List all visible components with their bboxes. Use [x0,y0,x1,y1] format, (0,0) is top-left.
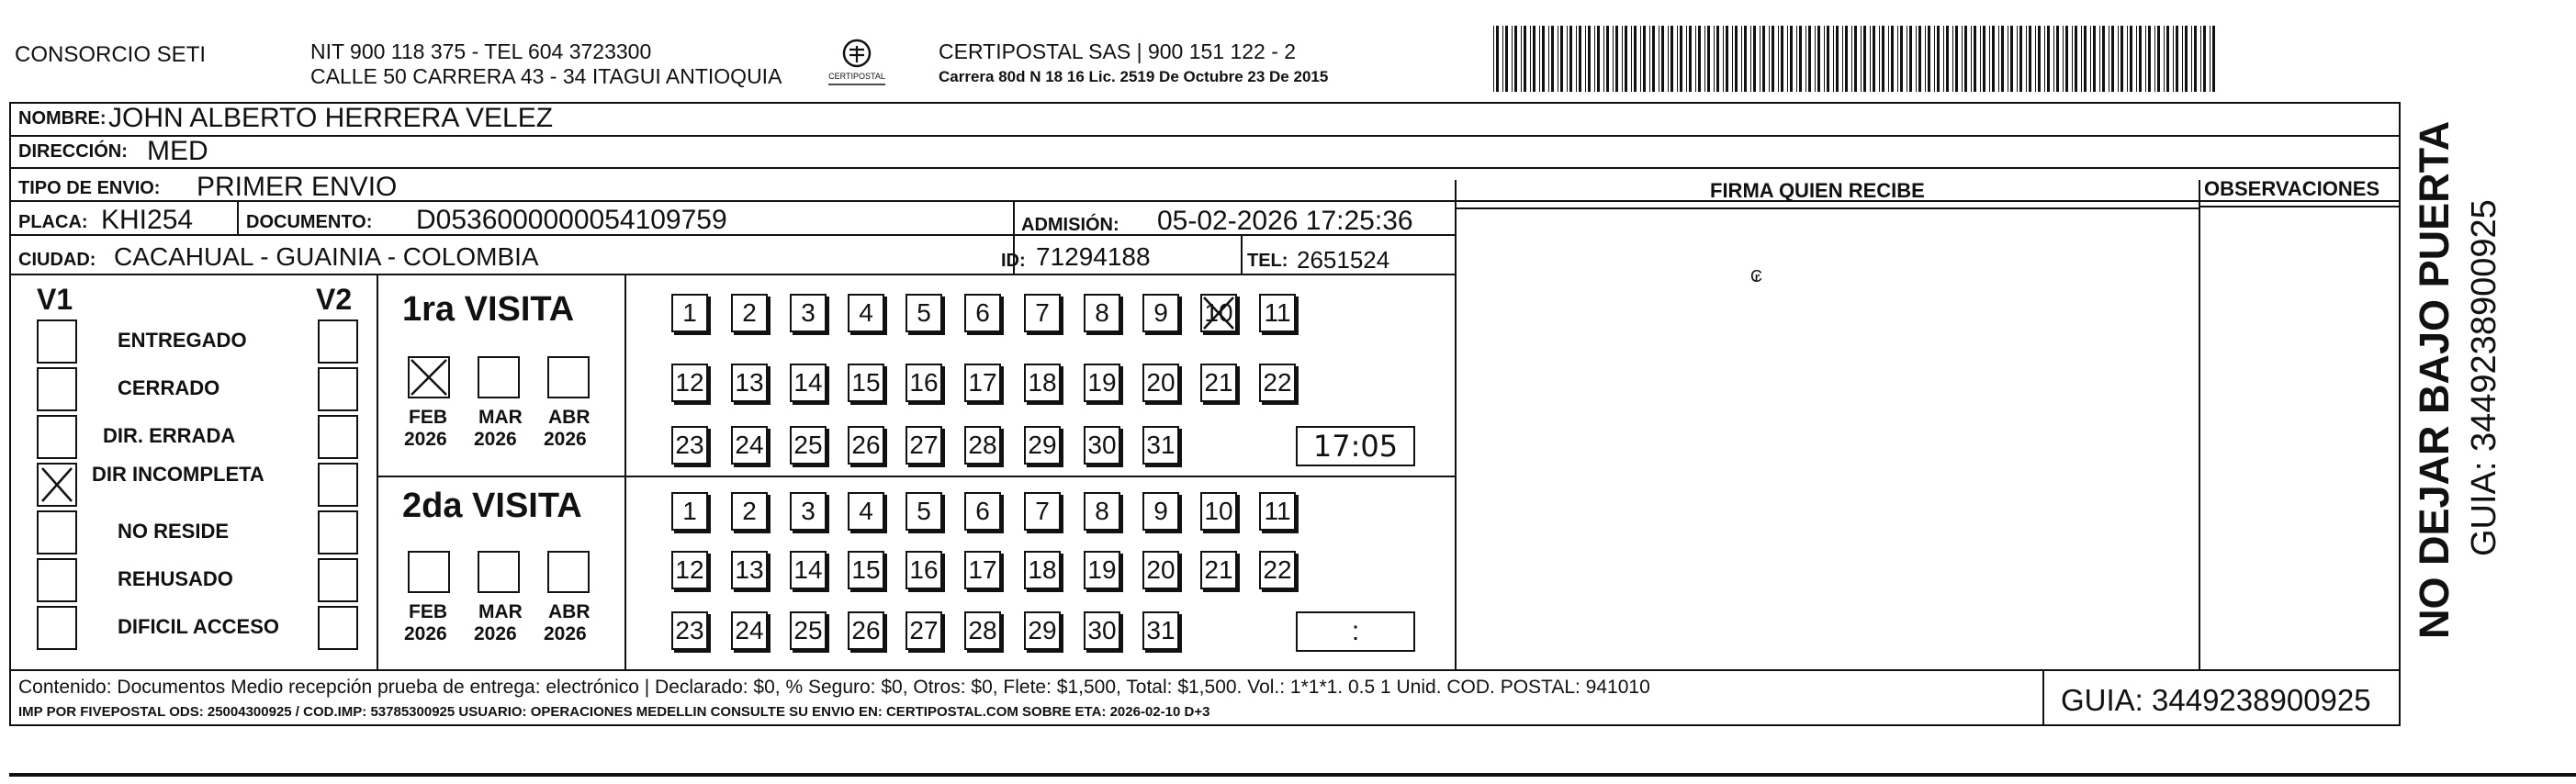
month-year: 2026 [404,623,447,644]
nombre-value: JOHN ALBERTO HERRERA VELEZ [108,103,554,133]
v1-label: V1 [37,283,73,316]
placa-label: PLACA: [18,212,88,232]
carrier-line: CERTIPOSTAL SAS | 900 151 122 - 2 [939,39,1297,63]
barcode-bar [1625,26,1627,92]
day-box[interactable]: 12 [671,551,708,589]
guia-box-text: GUIA: 3449238900925 [2061,683,2371,717]
barcode-bar [1524,26,1526,92]
month-name: MAR [478,407,523,428]
barcode-bar [1502,26,1503,92]
day-box[interactable]: 19 [1084,551,1120,589]
barcode-bar [1585,26,1586,92]
barcode-bar [1542,26,1545,92]
barcode-bar [1971,26,1972,92]
barcode-bar [2182,26,2183,92]
v2-checkbox[interactable] [318,463,358,507]
barcode-bar [1909,26,1912,92]
day-box[interactable]: 26 [848,426,884,465]
barcode-bar [1744,26,1747,92]
barcode-bar [2056,26,2059,92]
certipostal-logo [819,37,894,88]
barcode-bar [1888,26,1889,92]
day-box[interactable]: 31 [1142,611,1179,650]
day-box[interactable]: 11 [1259,492,1296,531]
barcode [1491,26,2217,92]
month-name: ABR [548,601,591,622]
barcode-bar [1548,26,1549,92]
status-option-label: DIR INCOMPLETA [92,463,264,486]
barcode-bar [2063,26,2064,92]
barcode-bar [1873,26,1875,92]
barcode-bar [1514,26,1517,92]
barcode-bar [1845,26,1848,92]
day-box[interactable]: 22 [1259,364,1296,402]
barcode-bar [1652,26,1655,92]
barcode-bar [2044,26,2045,92]
side-guia: GUIA: 3449238900925 [2465,199,2503,556]
documento-label: DOCUMENTO: [246,212,373,232]
barcode-bar [1643,26,1646,92]
status-option-label: NO RESIDE [118,520,230,543]
day-box[interactable]: 16 [906,551,942,589]
status-option-label: ENTREGADO [118,329,247,352]
id-value: 71294188 [1036,242,1151,271]
day-box[interactable]: 19 [1084,364,1120,402]
day-box[interactable]: 25 [790,426,827,465]
cut-line [9,773,2576,777]
barcode-bar [1851,26,1852,92]
month-checkbox[interactable] [547,551,590,593]
barcode-bar [1695,26,1696,92]
barcode-bar [2093,26,2096,92]
barcode-bar [1916,26,1917,92]
day-box[interactable]: 7 [1024,492,1061,531]
day-box[interactable]: 5 [906,492,942,531]
barcode-bar [1778,26,1779,92]
barcode-bar [2200,26,2201,92]
barcode-bar [1649,26,1650,92]
barcode-bar [1955,26,1958,92]
tel-label: TEL: [1247,251,1288,271]
barcode-bar [1732,26,1733,92]
day-box[interactable]: 21 [1200,364,1237,402]
barcode-bar [1817,26,1820,92]
barcode-bar [1861,26,1862,92]
day-box[interactable]: 16 [906,364,942,402]
day-box[interactable]: 2 [731,294,768,332]
barcode-bar [1750,26,1751,92]
day-box[interactable]: 13 [731,364,768,402]
address-line: CALLE 50 CARRERA 43 - 34 ITAGUI ANTIOQUIA [310,64,782,88]
barcode-bar [1530,26,1531,92]
admision-value: 05-02-2026 17:25:36 [1157,206,1413,236]
barcode-bar [1854,26,1857,92]
day-box[interactable]: 23 [671,611,708,650]
day-box[interactable]: 12 [671,364,708,402]
month-year: 2026 [474,623,517,644]
v1-checkbox[interactable] [37,558,77,602]
barcode-bar [1634,26,1637,92]
day-box[interactable]: 20 [1142,364,1179,402]
tipo-envio-label: TIPO DE ENVIO: [18,178,161,198]
barcode-bar [2154,26,2155,92]
v2-label: V2 [316,283,353,316]
barcode-bar [1723,26,1724,92]
barcode-bar [2148,26,2151,92]
barcode-bar [1622,26,1623,92]
barcode-bar [1597,26,1600,92]
day-mark [1200,294,1237,332]
barcode-bar [1588,26,1591,92]
barcode-bar [2194,26,2197,92]
barcode-bar [1735,26,1738,92]
barcode-bar [2191,26,2192,92]
month-name: ABR [548,407,591,428]
day-box[interactable]: 24 [731,426,768,465]
barcode-bar [1707,26,1710,92]
month-checkbox[interactable] [547,356,590,398]
barcode-bar [1992,26,1995,92]
barcode-bar [1799,26,1802,92]
barcode-bar [1900,26,1903,92]
tel-value: 2651524 [1297,246,1390,274]
barcode-bar [1952,26,1953,92]
day-box[interactable]: 25 [790,611,827,650]
barcode-bar [1833,26,1834,92]
direccion-value: MED [147,136,208,166]
barcode-bar [1762,26,1765,92]
v1-checkbox[interactable] [37,510,77,554]
barcode-bar [1879,26,1880,92]
barcode-bar [1962,26,1963,92]
barcode-bar [1946,26,1949,92]
barcode-bar [1594,26,1595,92]
barcode-bar [2212,26,2215,92]
signature-mark: ₢ [1750,267,1762,286]
observaciones-label: OBSERVACIONES [2204,177,2380,200]
day-box[interactable]: 10 [1200,294,1237,332]
barcode-bar [1824,26,1825,92]
day-box[interactable]: 17 [964,551,1001,589]
day-box[interactable]: 26 [848,611,884,650]
barcode-bar [2029,26,2031,92]
barcode-bar [2102,26,2105,92]
barcode-bar [1741,26,1742,92]
day-box[interactable]: 24 [731,611,768,650]
barcode-bar [2017,26,2018,92]
logo-text: CERTIPOSTAL [828,72,885,81]
barcode-bar [1631,26,1632,92]
v2-checkbox[interactable] [318,367,358,411]
barcode-bar [1533,26,1535,92]
day-box[interactable]: 21 [1200,551,1237,589]
barcode-bar [2081,26,2082,92]
barcode-bar [1815,26,1816,92]
barcode-bar [1781,26,1783,92]
admision-label: ADMISIÓN: [1021,215,1119,235]
second-visit-time[interactable]: : [1296,611,1415,652]
barcode-bar [2164,26,2165,92]
barcode-bar [1714,26,1715,92]
day-box[interactable]: 5 [906,294,942,332]
barcode-bar [1842,26,1843,92]
barcode-bar [2120,26,2123,92]
day-box[interactable]: 2 [731,492,768,531]
barcode-bar [1661,26,1664,92]
day-box[interactable]: 27 [906,611,942,650]
barcode-bar [1505,26,1508,92]
barcode-bar [1603,26,1604,92]
barcode-bar [2001,26,2004,92]
barcode-bar [2065,26,2068,92]
v1-checkbox[interactable] [37,367,77,411]
barcode-bar [2072,26,2073,92]
barcode-bar [2084,26,2087,92]
day-box[interactable]: 27 [906,426,942,465]
barcode-bar [1698,26,1701,92]
barcode-bar [1640,26,1641,92]
status-option-label: CERRADO [118,376,220,399]
month-checkbox[interactable] [478,356,520,398]
barcode-bar [1989,26,1990,92]
day-box[interactable]: 10 [1200,492,1237,531]
barcode-bar [2173,26,2174,92]
license-line: Carrera 80d N 18 16 Lic. 2519 De Octubre 23 De 2015 [939,68,1329,85]
barcode-bar [2130,26,2132,92]
barcode-bar [1934,26,1935,92]
barcode-bar [1680,26,1682,92]
barcode-bar [1769,26,1770,92]
v1-checkbox[interactable] [37,606,77,650]
documento-value: D0536000000054109759 [416,205,727,235]
day-box[interactable]: 4 [848,294,884,332]
barcode-bar [1689,26,1692,92]
placa-value: KHI254 [101,205,194,235]
barcode-bar [1998,26,1999,92]
day-box[interactable]: 11 [1259,294,1296,332]
barcode-bar [1606,26,1609,92]
day-box[interactable]: 1 [671,492,708,531]
day-box[interactable]: 9 [1142,294,1179,332]
barcode-bar [1863,26,1866,92]
barcode-bar [1808,26,1811,92]
day-box[interactable]: 14 [790,551,827,589]
barcode-bar [2053,26,2054,92]
barcode-bar [2019,26,2022,92]
barcode-bar [2038,26,2041,92]
barcode-bar [1512,26,1513,92]
direccion-label: DIRECCIÓN: [18,141,128,162]
barcode-bar [1576,26,1577,92]
first-visit-time[interactable]: 17:05 [1296,426,1415,466]
ciudad-label: CIUDAD: [18,250,96,270]
day-box[interactable]: 8 [1084,294,1120,332]
month-year: 2026 [404,429,447,450]
status-option-label: DIFICIL ACCESO [118,615,280,638]
status-option-label: DIR. ERRADA [103,424,236,447]
nombre-label: NOMBRE: [18,108,107,129]
barcode-bar [1686,26,1687,92]
nit-line: NIT 900 118 375 - TEL 604 3723300 [310,39,652,63]
barcode-bar [2099,26,2100,92]
barcode-bar [2127,26,2128,92]
month-year: 2026 [544,429,587,450]
v2-checkbox[interactable] [318,319,358,364]
barcode-bar [1937,26,1940,92]
barcode-bar [2075,26,2077,92]
barcode-bar [1753,26,1756,92]
barcode-bar [1493,26,1494,92]
day-box[interactable]: 31 [1142,426,1179,465]
day-box[interactable]: 30 [1084,426,1120,465]
barcode-bar [2145,26,2146,92]
barcode-bar [2139,26,2142,92]
barcode-bar [2118,26,2119,92]
barcode-bar [1613,26,1614,92]
barcode-bar [1787,26,1788,92]
contenido-text: Contenido: Documentos Medio recepción prueba de entrega: electrónico | Declarado: $0, % Seguro: $0, Otros: $0, Flete: $1,500, Total: $1,500. Vol.: 1*1*1. 0.5 1 Unid. COD. POSTAL: 941010 [18,677,1650,698]
day-box[interactable]: 6 [964,492,1001,531]
day-box[interactable]: 29 [1024,426,1061,465]
barcode-bar [1772,26,1774,92]
month-name: MAR [478,601,523,622]
barcode-bar [1704,26,1705,92]
v2-checkbox[interactable] [318,415,358,459]
v1-checkbox[interactable] [37,319,77,364]
barcode-bar [1943,26,1944,92]
day-box[interactable]: 23 [671,426,708,465]
day-box[interactable]: 3 [790,294,827,332]
v2-checkbox[interactable] [318,606,358,650]
day-box[interactable]: 4 [848,492,884,531]
day-box[interactable]: 6 [964,294,1001,332]
day-box[interactable]: 28 [964,611,1001,650]
barcode-bar [1790,26,1793,92]
day-box[interactable]: 18 [1024,551,1061,589]
barcode-bar [1805,26,1806,92]
month-checkbox[interactable] [478,551,520,593]
firma-label: FIRMA QUIEN RECIBE [1710,179,1925,202]
barcode-bar [1891,26,1894,92]
v2-checkbox[interactable] [318,510,358,554]
no-dejar-warning: NO DEJAR BAJO PUERTA [2411,120,2458,639]
barcode-bar [1980,26,1981,92]
barcode-bar [2157,26,2160,92]
barcode-bar [1579,26,1581,92]
barcode-bar [2035,26,2036,92]
barcode-bar [2047,26,2050,92]
barcode-bar [1567,26,1568,92]
company-name: CONSORCIO SETI [15,42,207,67]
day-box[interactable]: 28 [964,426,1001,465]
imp-text: IMP POR FIVEPOSTAL ODS: 25004300925 / COD.IMP: 53785300925 USUARIO: OPERACIONES MEDELLIN CONSULTE SU ENVIO EN: CERTIPOSTAL.COM SOBRE ETA: 2026-02-10 D+3 [18,704,1210,720]
day-box[interactable]: 15 [848,551,884,589]
barcode-bar [1496,26,1499,92]
day-box[interactable]: 14 [790,364,827,402]
month-name: FEB [409,407,447,428]
month-checkbox[interactable] [408,551,450,593]
day-box[interactable]: 3 [790,492,827,531]
barcode-bar [2136,26,2137,92]
barcode-bar [2111,26,2114,92]
barcode-bar [1670,26,1673,92]
barcode-bar [1716,26,1719,92]
barcode-bar [1983,26,1985,92]
day-box[interactable]: 13 [731,551,768,589]
barcode-bar [1726,26,1728,92]
barcode-bar [2185,26,2188,92]
ciudad-value: CACAHUAL - GUAINIA - COLOMBIA [114,242,539,271]
day-box[interactable]: 17 [964,364,1001,402]
barcode-bar [1521,26,1522,92]
day-box[interactable]: 18 [1024,364,1061,402]
day-box[interactable]: 15 [848,364,884,402]
barcode-bar [1918,26,1921,92]
barcode-bar [1882,26,1884,92]
barcode-bar [1964,26,1967,92]
barcode-bar [1668,26,1669,92]
month-year: 2026 [544,623,587,644]
barcode-bar [1836,26,1839,92]
barcode-bar [2026,26,2027,92]
month-check-mark [408,356,450,398]
barcode-bar [1615,26,1618,92]
day-box[interactable]: 20 [1142,551,1179,589]
barcode-bar [1897,26,1898,92]
barcode-bar [2090,26,2091,92]
barcode-bar [1827,26,1829,92]
month-name: FEB [409,601,447,622]
barcode-bar [1974,26,1976,92]
barcode-bar [1569,26,1572,92]
v1-checkbox[interactable] [37,415,77,459]
barcode-bar [1551,26,1554,92]
tipo-envio-value: PRIMER ENVIO [197,172,398,202]
barcode-bar [1796,26,1797,92]
second-visit-label: 2da VISITA [402,487,582,525]
status-option-label: REHUSADO [118,567,233,590]
barcode-bar [1539,26,1540,92]
v2-checkbox[interactable] [318,558,358,602]
day-box[interactable]: 9 [1142,492,1179,531]
day-box[interactable]: 29 [1024,611,1061,650]
day-box[interactable]: 22 [1259,551,1296,589]
barcode-bar [2203,26,2206,92]
v1-check-mark [39,465,75,505]
barcode-bar [1925,26,1926,92]
barcode-bar [2176,26,2178,92]
barcode-bar [2166,26,2169,92]
barcode-bar [1677,26,1678,92]
barcode-bar [1870,26,1871,92]
day-box[interactable]: 8 [1084,492,1120,531]
month-year: 2026 [474,429,517,450]
barcode-bar [1928,26,1930,92]
day-box[interactable]: 30 [1084,611,1120,650]
first-visit-label: 1ra VISITA [402,290,575,329]
id-label: ID: [1001,251,1026,271]
day-box[interactable]: 1 [671,294,708,332]
day-box[interactable]: 7 [1024,294,1061,332]
barcode-bar [1560,26,1563,92]
barcode-bar [2010,26,2013,92]
